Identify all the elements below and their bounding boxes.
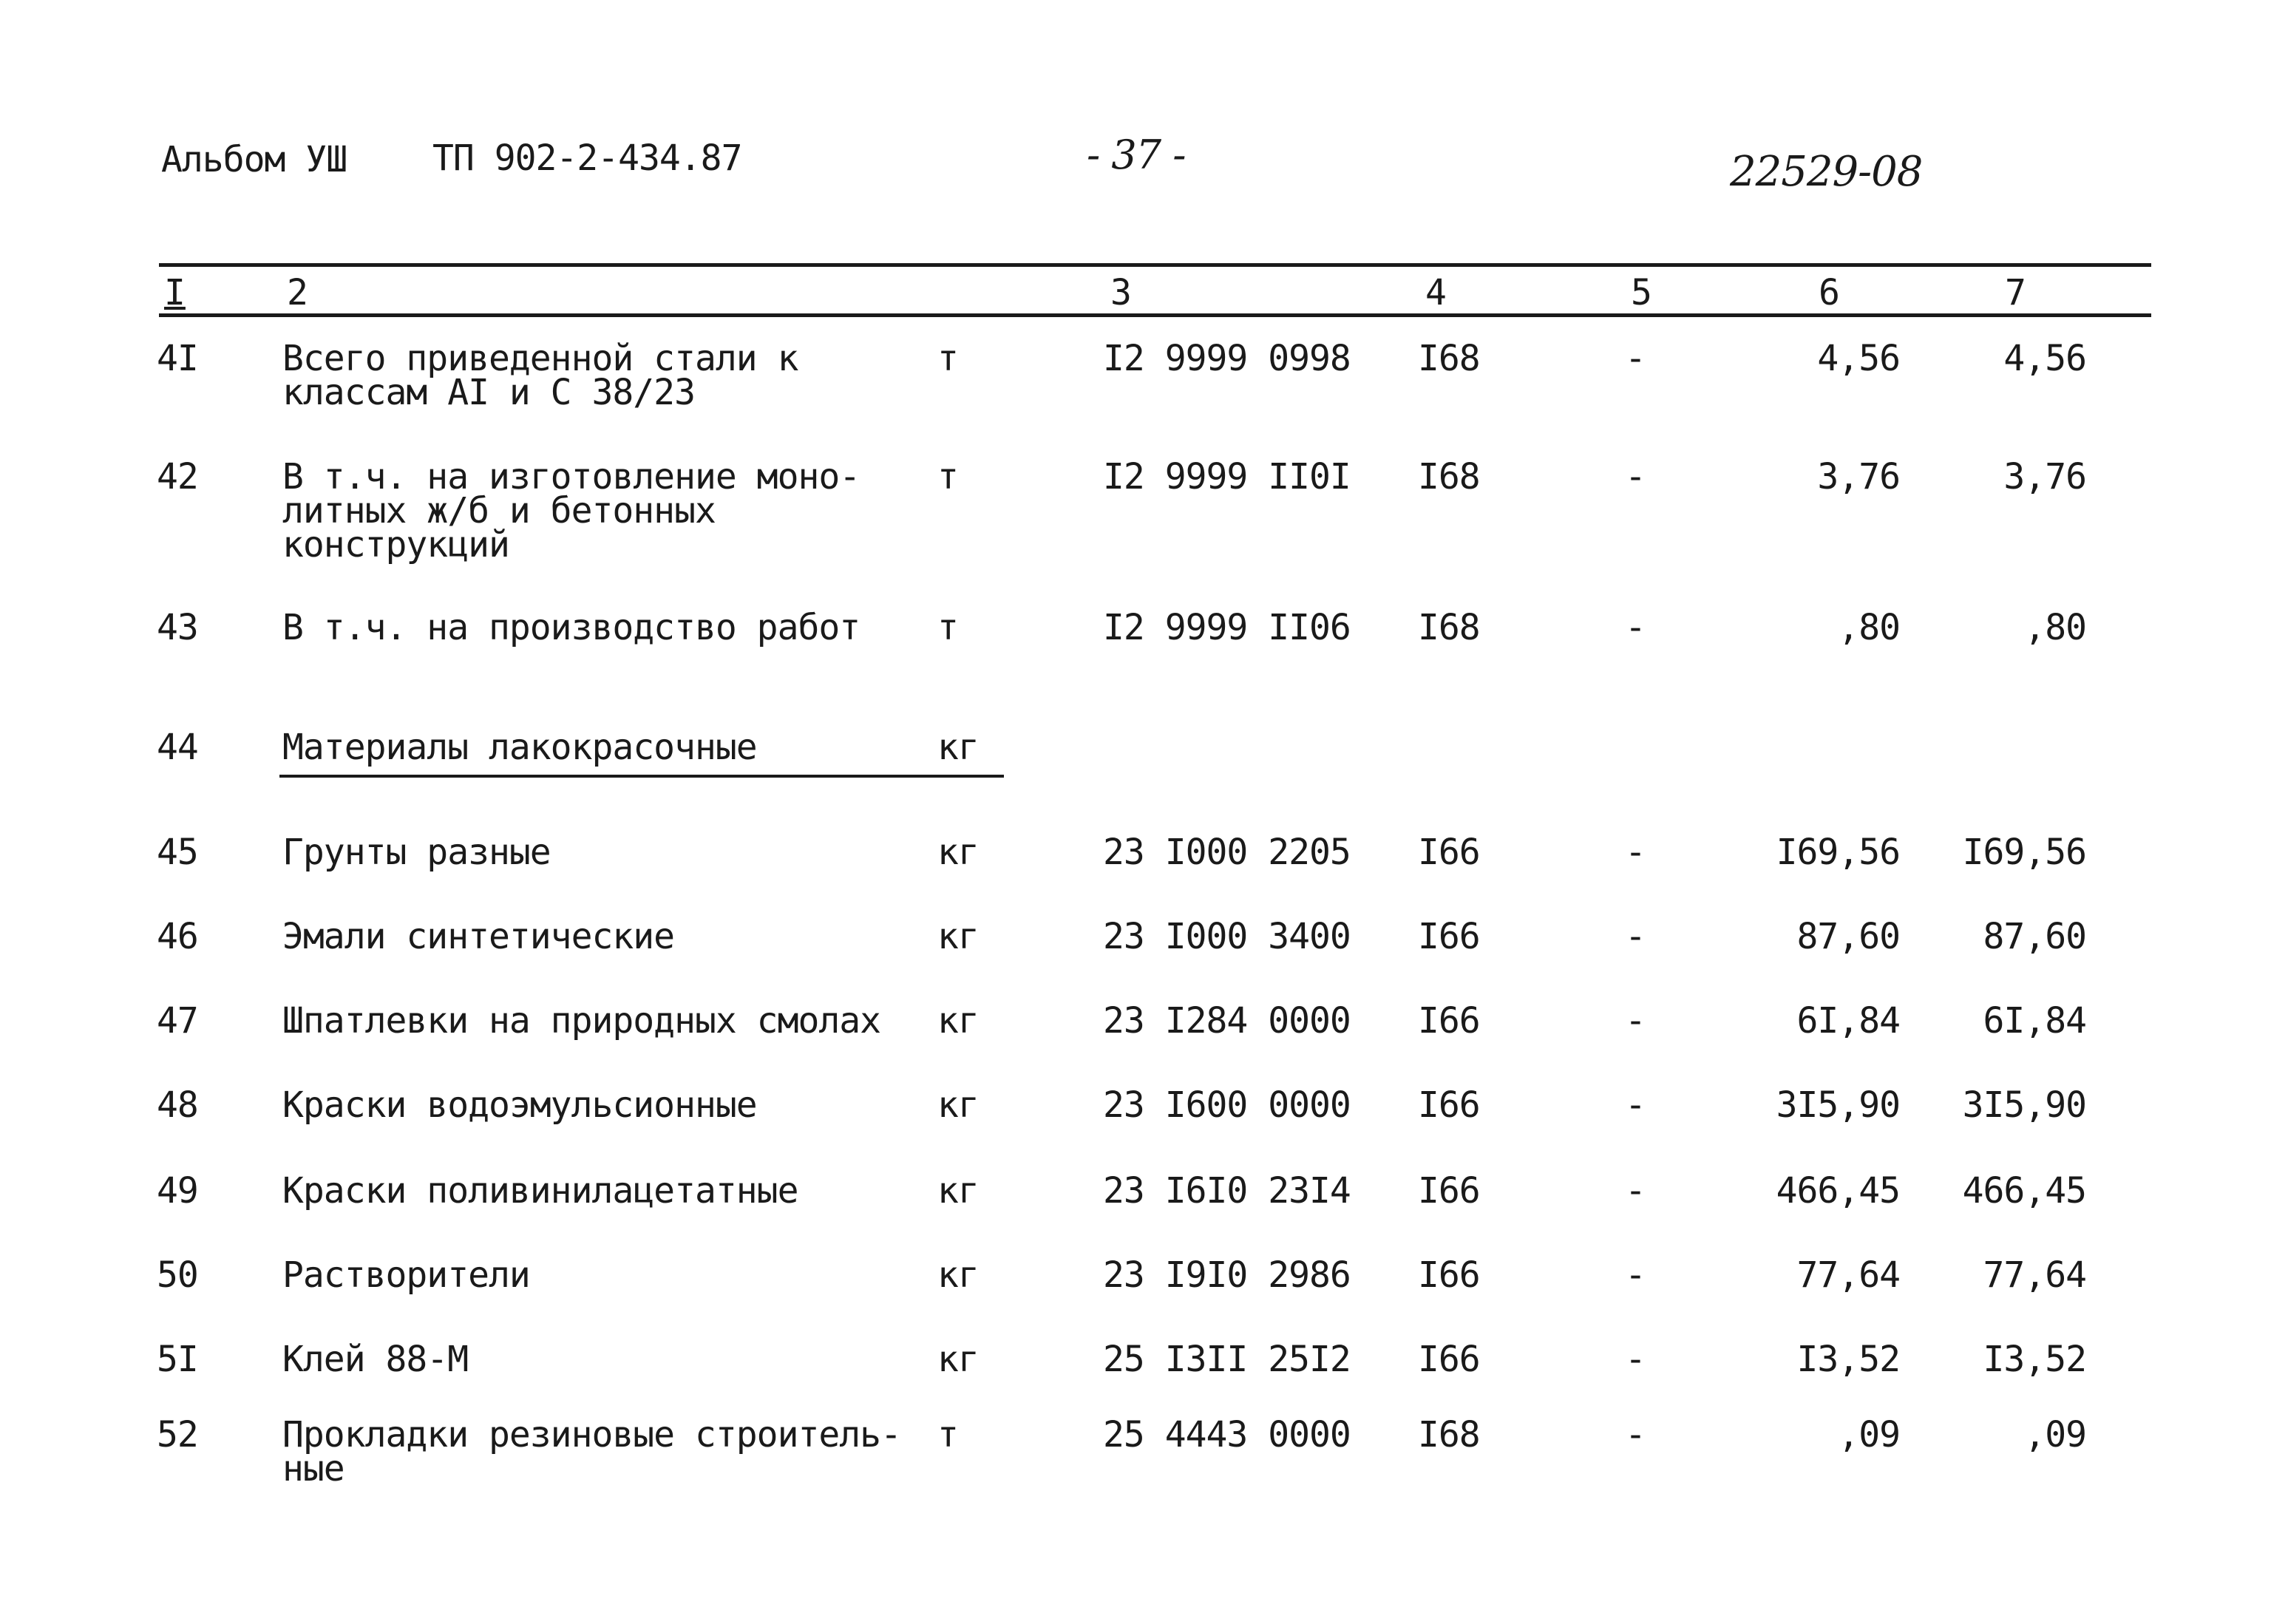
item-name: Эмали синтетические [282,916,675,957]
column-4-value: I66 [1418,832,1480,873]
column-6-value: 3,76 [1817,456,1900,497]
table-top-rule [159,263,2151,267]
column-6-value: ,80 [1838,607,1900,648]
item-code: 23 I9I0 2986 [1103,1254,1351,1296]
row-number: 50 [157,1254,198,1296]
column-5-value: - [1625,1000,1646,1042]
column-header-3: 3 [1110,272,1132,313]
column-7-value: 3I5,90 [1962,1084,2086,1126]
item-name: В т.ч. на изготовление моно- литных ж/б и бетонных конструкций [282,456,860,565]
unit: т [937,607,958,648]
section-underline [279,775,1004,778]
column-4-value: I66 [1418,1170,1480,1212]
unit: кг [937,1339,979,1380]
row-number: 44 [157,727,198,768]
column-5-value: - [1625,607,1646,648]
item-code: I2 9999 II0I [1103,456,1351,497]
page-number: - 37 - [1087,132,1186,178]
column-4-value: I68 [1418,1414,1480,1455]
column-5-value: - [1625,916,1646,957]
column-7-value: 4,56 [2003,338,2086,379]
column-5-value: - [1625,1339,1646,1380]
column-7-value: I3,52 [1983,1339,2086,1380]
item-code: 23 I600 0000 [1103,1084,1351,1126]
column-7-value: ,09 [2024,1414,2086,1455]
column-5-value: - [1625,1254,1646,1296]
column-6-value: ,09 [1838,1414,1900,1455]
item-name: Материалы лакокрасочные [282,727,757,768]
row-number: 5I [157,1339,198,1380]
item-code: 25 4443 0000 [1103,1414,1351,1455]
column-5-value: - [1625,832,1646,873]
column-4-value: I66 [1418,1339,1480,1380]
column-6-value: I3,52 [1796,1339,1900,1380]
item-name: Всего приведенной стали к классам АI и С 38/23 [282,338,798,413]
item-name: В т.ч. на производство работ [282,607,860,648]
row-number: 52 [157,1414,198,1455]
item-code: I2 9999 0998 [1103,338,1351,379]
item-name: Краски поливинилацетатные [282,1170,798,1212]
unit: кг [937,1254,979,1296]
column-5-value: - [1625,1084,1646,1126]
column-header-4: 4 [1425,272,1447,313]
column-7-value: ,80 [2024,607,2086,648]
row-number: 4I [157,338,198,379]
unit: т [937,338,958,379]
column-header-5: 5 [1631,272,1652,313]
column-6-value: 6I,84 [1796,1000,1900,1042]
unit: т [937,456,958,497]
column-header-2: 2 [287,272,308,313]
column-header-1: I [164,272,186,313]
unit: кг [937,1170,979,1212]
row-number: 47 [157,1000,198,1042]
column-6-value: 466,45 [1776,1170,1900,1212]
column-4-value: I68 [1418,338,1480,379]
column-7-value: 77,64 [1983,1254,2086,1296]
item-code: 23 I284 0000 [1103,1000,1351,1042]
row-number: 43 [157,607,198,648]
unit: кг [937,832,979,873]
column-6-value: 3I5,90 [1776,1084,1900,1126]
item-name: Шпатлевки на природных смолах [282,1000,881,1042]
column-5-value: - [1625,1170,1646,1212]
column-7-value: 87,60 [1983,916,2086,957]
column-5-value: - [1625,338,1646,379]
column-7-value: I69,56 [1962,832,2086,873]
item-name: Грунты разные [282,832,551,873]
column-4-value: I66 [1418,1254,1480,1296]
unit: кг [937,916,979,957]
unit: кг [937,1084,979,1126]
document-code: 22529-08 [1730,148,1923,196]
item-name: Прокладки резиновые строитель- ные [282,1414,901,1489]
unit: кг [937,727,979,768]
row-number: 46 [157,916,198,957]
column-6-value: I69,56 [1776,832,1900,873]
row-number: 48 [157,1084,198,1126]
column-7-value: 6I,84 [1983,1000,2086,1042]
column-header-7: 7 [2005,272,2026,313]
column-7-value: 3,76 [2003,456,2086,497]
item-name: Краски водоэмульсионные [282,1084,757,1126]
column-4-value: I68 [1418,607,1480,648]
column-6-value: 87,60 [1796,916,1900,957]
item-code: 23 I6I0 23I4 [1103,1170,1351,1212]
column-7-value: 466,45 [1962,1170,2086,1212]
item-code: 23 I000 2205 [1103,832,1351,873]
column-6-value: 4,56 [1817,338,1900,379]
column-4-value: I66 [1418,916,1480,957]
table-header-rule [159,313,2151,317]
item-code: 23 I000 3400 [1103,916,1351,957]
column-4-value: I68 [1418,456,1480,497]
row-number: 45 [157,832,198,873]
column-4-value: I66 [1418,1000,1480,1042]
album-label: Альбом УШ [161,139,347,180]
unit: кг [937,1000,979,1042]
column-5-value: - [1625,456,1646,497]
column-6-value: 77,64 [1796,1254,1900,1296]
column-5-value: - [1625,1414,1646,1455]
item-code: 25 I3II 25I2 [1103,1339,1351,1380]
row-number: 49 [157,1170,198,1212]
column-header-6: 6 [1819,272,1840,313]
row-number: 42 [157,456,198,497]
item-name: Растворители [282,1254,530,1296]
column-4-value: I66 [1418,1084,1480,1126]
item-code: I2 9999 II06 [1103,607,1351,648]
item-name: Клей 88-М [282,1339,469,1380]
unit: т [937,1414,958,1455]
project-number: ТП 902-2-434.87 [432,137,742,179]
